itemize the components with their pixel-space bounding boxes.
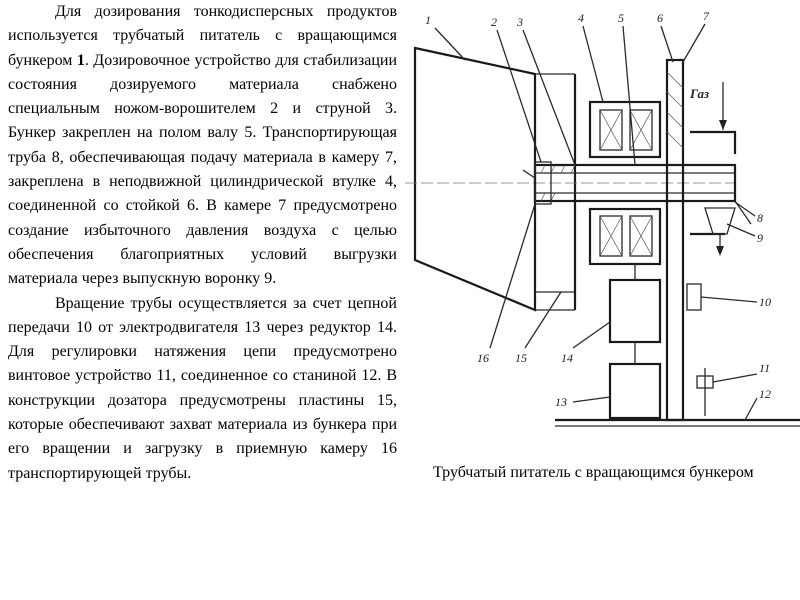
bunker-body bbox=[415, 48, 535, 310]
leader-7 bbox=[683, 24, 705, 62]
leader-13 bbox=[573, 397, 610, 402]
leader-14 bbox=[573, 322, 610, 348]
label-14: 14 bbox=[561, 351, 573, 365]
leader-4 bbox=[583, 26, 603, 102]
gas-arrow-icon bbox=[719, 120, 727, 130]
gas-label: Газ bbox=[690, 86, 710, 101]
label-10: 10 bbox=[759, 295, 771, 309]
paragraph-2: Вращение трубы осуществляется за счет цепной передачи 10 от электродвигателя 13 через редуктор 14. Для регулировки натяжения цепи предусмотрено винтовое устройство 11, соединенное со станиной 12. В конструкции дозатора предусмотрены пластины 15, которые обеспечивают захват материала из бункера при его вращении и загрузку в приемную камеру 16 транспортирующей трубы. bbox=[8, 294, 397, 482]
label-3: 3 bbox=[517, 15, 523, 29]
leader-8 bbox=[735, 202, 755, 216]
p1-text-2: . Дозировочное устройство для стабилизации состояния дозируемого материала снабжено специальным ножом-ворошителем 2 и струной 3. Бункер закреплен на полом валу 5. Транспортирующая труба 8, обеспечивающая подачу материала в камеру 7, закреплена в неподвижной цилиндрической втулке 4, соединенной со стойкой 6. В камере 7 предусмотрено создание избыточного давления воздуха с целью обеспечения благоприятных условий выгрузки материала через выпускную воронку 9. bbox=[8, 51, 398, 288]
figure-caption: Трубчатый питатель с вращающимся бункером bbox=[433, 464, 754, 481]
label-5: 5 bbox=[618, 11, 624, 25]
label-16: 16 bbox=[477, 351, 489, 365]
knife-agitator bbox=[523, 170, 535, 178]
leader-11 bbox=[713, 374, 757, 382]
p1-text-1: Для дозирования тонкодисперсных продуктов используется трубчатый питатель с вращающимся бункером bbox=[8, 3, 397, 69]
leader-3 bbox=[523, 30, 575, 165]
label-15: 15 bbox=[515, 351, 527, 365]
outlet-funnel bbox=[705, 208, 735, 234]
feeder-diagram-svg bbox=[405, 2, 800, 440]
body-text bbox=[8, 0, 397, 486]
p1-bold-number: 1 bbox=[76, 51, 85, 69]
leader-9 bbox=[727, 224, 755, 236]
paragraph-1 bbox=[8, 0, 397, 292]
label-11: 11 bbox=[759, 361, 771, 375]
label-6: 6 bbox=[657, 11, 663, 25]
leader-10 bbox=[701, 297, 757, 302]
outlet-arrow-icon bbox=[716, 246, 724, 256]
feeder-diagram bbox=[405, 2, 800, 440]
leader-5 bbox=[623, 26, 635, 165]
label-7: 7 bbox=[703, 9, 709, 23]
label-1: 1 bbox=[425, 13, 431, 27]
leader-6 bbox=[661, 26, 673, 62]
chamber-top bbox=[690, 132, 735, 154]
label-2: 2 bbox=[491, 15, 497, 29]
label-4: 4 bbox=[578, 11, 584, 25]
label-9: 9 bbox=[757, 231, 763, 245]
label-12: 12 bbox=[759, 387, 771, 401]
leader-16 bbox=[490, 204, 535, 348]
motor bbox=[610, 364, 660, 418]
reducer bbox=[610, 280, 660, 342]
sprocket bbox=[687, 284, 701, 310]
label-13: 13 bbox=[555, 395, 567, 409]
leader-12 bbox=[745, 398, 757, 420]
label-8: 8 bbox=[757, 211, 763, 225]
leader-15 bbox=[525, 292, 561, 348]
